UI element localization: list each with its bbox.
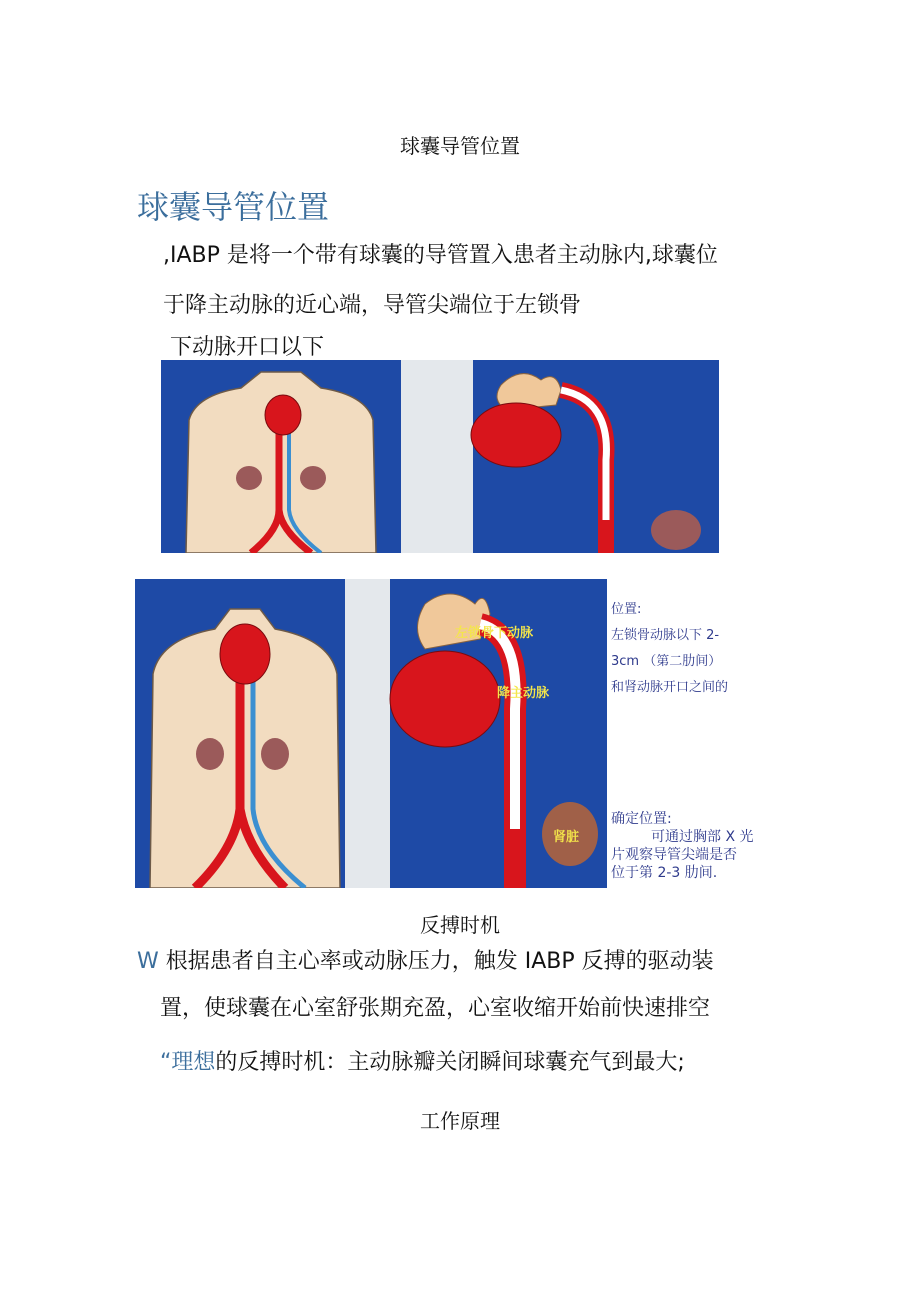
principle-title: 工作原理 bbox=[420, 1109, 500, 1133]
position-note-line-1: 位置: bbox=[611, 602, 642, 617]
label-kidney: 肾脏 bbox=[553, 830, 580, 845]
intro-line-2: 于降主动脉的近心端，导管尖端位于左锁骨 bbox=[163, 293, 582, 318]
confirm-note-line-3: 片观察导管尖端是否 bbox=[611, 847, 737, 863]
timing-line-1 bbox=[137, 946, 714, 978]
torso-heart-illustration bbox=[161, 360, 719, 553]
timing-title: 反搏时机 bbox=[420, 913, 500, 937]
label-descending-aorta: 降主动脉 bbox=[497, 686, 550, 701]
page-title: 球囊导管位置 bbox=[400, 134, 520, 158]
timing-ideal-line bbox=[160, 1047, 685, 1079]
confirm-note-line-2: 可通过胸部 X 光 bbox=[651, 829, 754, 845]
label-subclavian: 左锁骨下动脉 bbox=[455, 626, 534, 641]
position-note-line-3: 3cm （第二肋间） bbox=[611, 654, 722, 669]
ideal-prefix: “理想 bbox=[160, 1050, 216, 1075]
timing-line-1-text: 根据患者自主心率或动脉压力，触发 IABP 反搏的驱动装 bbox=[165, 949, 714, 974]
ideal-rest: 的反搏时机：主动脉瓣关闭瞬间球囊充气到最大; bbox=[215, 1050, 685, 1075]
confirm-note bbox=[611, 810, 771, 882]
figure-catheter-position-small bbox=[161, 360, 719, 553]
position-note-line-2: 左锁骨动脉以下 2- bbox=[611, 628, 720, 643]
position-note-line-4: 和肾动脉开口之间的 bbox=[611, 680, 729, 695]
labeled-anatomy-illustration bbox=[135, 579, 607, 888]
position-note bbox=[611, 597, 761, 701]
timing-line-2: 置，使球囊在心室舒张期充盈，心室收缩开始前快速排空 bbox=[160, 996, 711, 1021]
intro-line-3: 下动脉开口以下 bbox=[170, 335, 325, 360]
timing-bullet: W bbox=[137, 949, 159, 974]
intro-line-1: ,IABP 是将一个带有球囊的导管置入患者主动脉内,球囊位 bbox=[163, 243, 718, 268]
section-heading: 球囊导管位置 bbox=[137, 188, 330, 226]
figure-catheter-position-labeled bbox=[135, 579, 607, 888]
confirm-note-line-1: 确定位置: bbox=[611, 811, 672, 827]
confirm-note-line-4: 位于第 2-3 肋间. bbox=[611, 865, 718, 881]
